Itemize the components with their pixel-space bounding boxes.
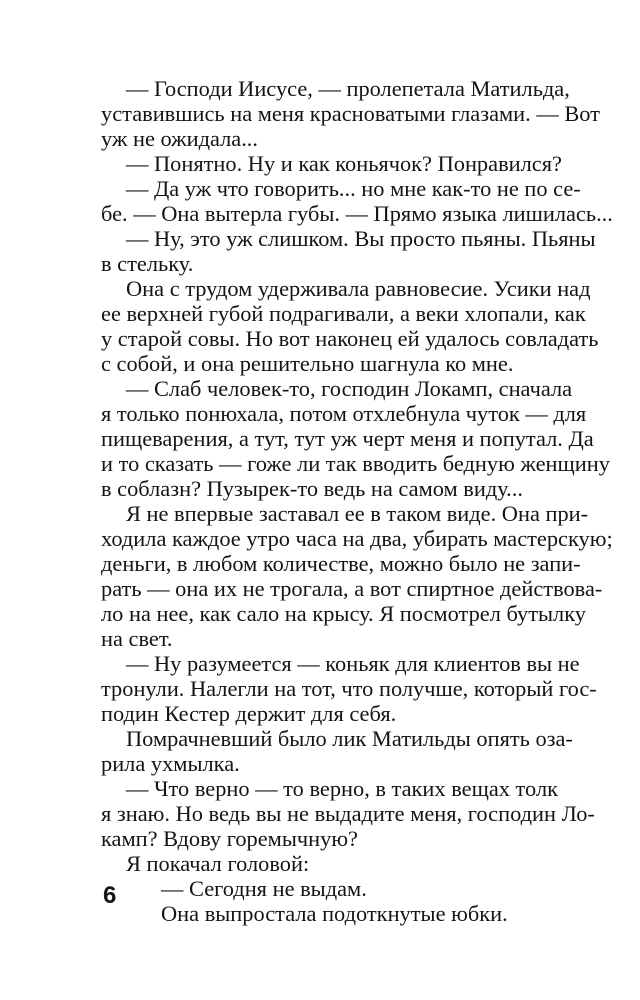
text-line-content: Помрачневший было лик Матильды опять оза- [126,726,573,751]
text-line-content: тронули. Налегли на тот, что получше, который гос- [101,676,597,701]
text-line-content: Я не впервые заставал ее в таком виде. Она при- [126,501,589,526]
text-line [0,826,640,852]
text-line-content: — Ну, это уж слишком. Вы просто пьяны. Пьяны [126,226,596,251]
text-line [0,601,640,627]
text-line-content: в стельку. [101,251,194,276]
text-line-content: с собой, и она решительно шагнула ко мне. [101,351,514,376]
text-line-content: ло на нее, как сало на крысу. Я посмотрел бутылку [101,601,586,626]
text-line-content: я только понюхала, потом отхлебнула чуток — для [101,401,587,426]
text-line [0,901,640,927]
text-line [0,576,640,602]
text-line-content: ходила каждое утро часа на два, убирать мастерскую; [101,526,613,551]
text-line-content: — Ну разумеется — коньяк для клиентов вы не [126,651,580,676]
text-line [0,101,640,127]
text-line [0,676,640,702]
text-line [0,151,640,177]
text-line-content: — Господи Иисусе, — пролепетала Матильда, [126,76,570,101]
text-line [0,276,640,302]
text-line [0,376,640,402]
text-line [0,651,640,677]
text-line-content: уставившись на меня красноватыми глазами. — Вот [101,101,600,126]
text-line-content: уж не ожидала... [101,126,259,151]
text-line-content: рила ухмылка. [101,751,240,776]
text-line-content: Она с трудом удерживала равновесие. Усики над [126,276,591,301]
text-line [0,626,640,652]
text-line [0,876,640,902]
text-line [0,251,640,277]
text-line-content: Она выпростала подоткнутые юбки. [161,901,508,926]
text-line [0,451,640,477]
text-line-content: ее верхней губой подрагивали, а веки хлопали, как [101,301,586,326]
text-line [0,801,640,827]
text-line-content: бе. — Она вытерла губы. — Прямо языка лишилась... [101,201,613,226]
text-line-content: — Что верно — то верно, в таких вещах толк [126,776,559,801]
text-line-content: — Да уж что говорить... но мне как-то не по се- [126,176,581,201]
text-line [0,301,640,327]
text-line-content: Я покачал головой: [126,851,310,876]
text-line [0,701,640,727]
text-line [0,726,640,752]
text-line-content: деньги, в любом количестве, можно было не запи- [101,551,581,576]
text-line-content: подин Кестер держит для себя. [101,701,397,726]
text-line-content: — Слаб человек-то, господин Локамп, сначала [126,376,573,401]
text-line [0,776,640,802]
text-line-content: камп? Вдову горемычную? [101,826,358,851]
text-line-content: рать — она их не трогала, а вот спиртное действова- [101,576,603,601]
text-line [0,326,640,352]
text-line [0,126,640,152]
text-line [0,401,640,427]
text-line-content: я знаю. Но ведь вы не выдадите меня, господин Ло- [101,801,595,826]
text-line [0,476,640,502]
text-line [0,851,640,877]
page-number: 6 [103,882,117,909]
text-line [0,551,640,577]
text-line-content: у старой совы. Но вот наконец ей удалось совладать [101,326,599,351]
text-line-content: — Сегодня не выдам. [161,876,367,901]
text-line-content: на свет. [101,626,173,651]
text-line-content: пищеварения, а тут, тут уж черт меня и попутал. Да [101,426,594,451]
text-line [0,76,640,102]
text-line [0,501,640,527]
text-line [0,751,640,777]
text-line-content: — Понятно. Ну и как коньячок? Понравился? [126,151,562,176]
text-line [0,426,640,452]
text-line-content: в соблазн? Пузырек-то ведь на самом виду... [101,476,523,501]
text-line [0,201,640,227]
text-line [0,226,640,252]
text-line [0,351,640,377]
text-line-content: и то сказать — гоже ли так вводить бедную женщину [101,451,610,476]
text-line [0,526,640,552]
text-line [0,176,640,202]
